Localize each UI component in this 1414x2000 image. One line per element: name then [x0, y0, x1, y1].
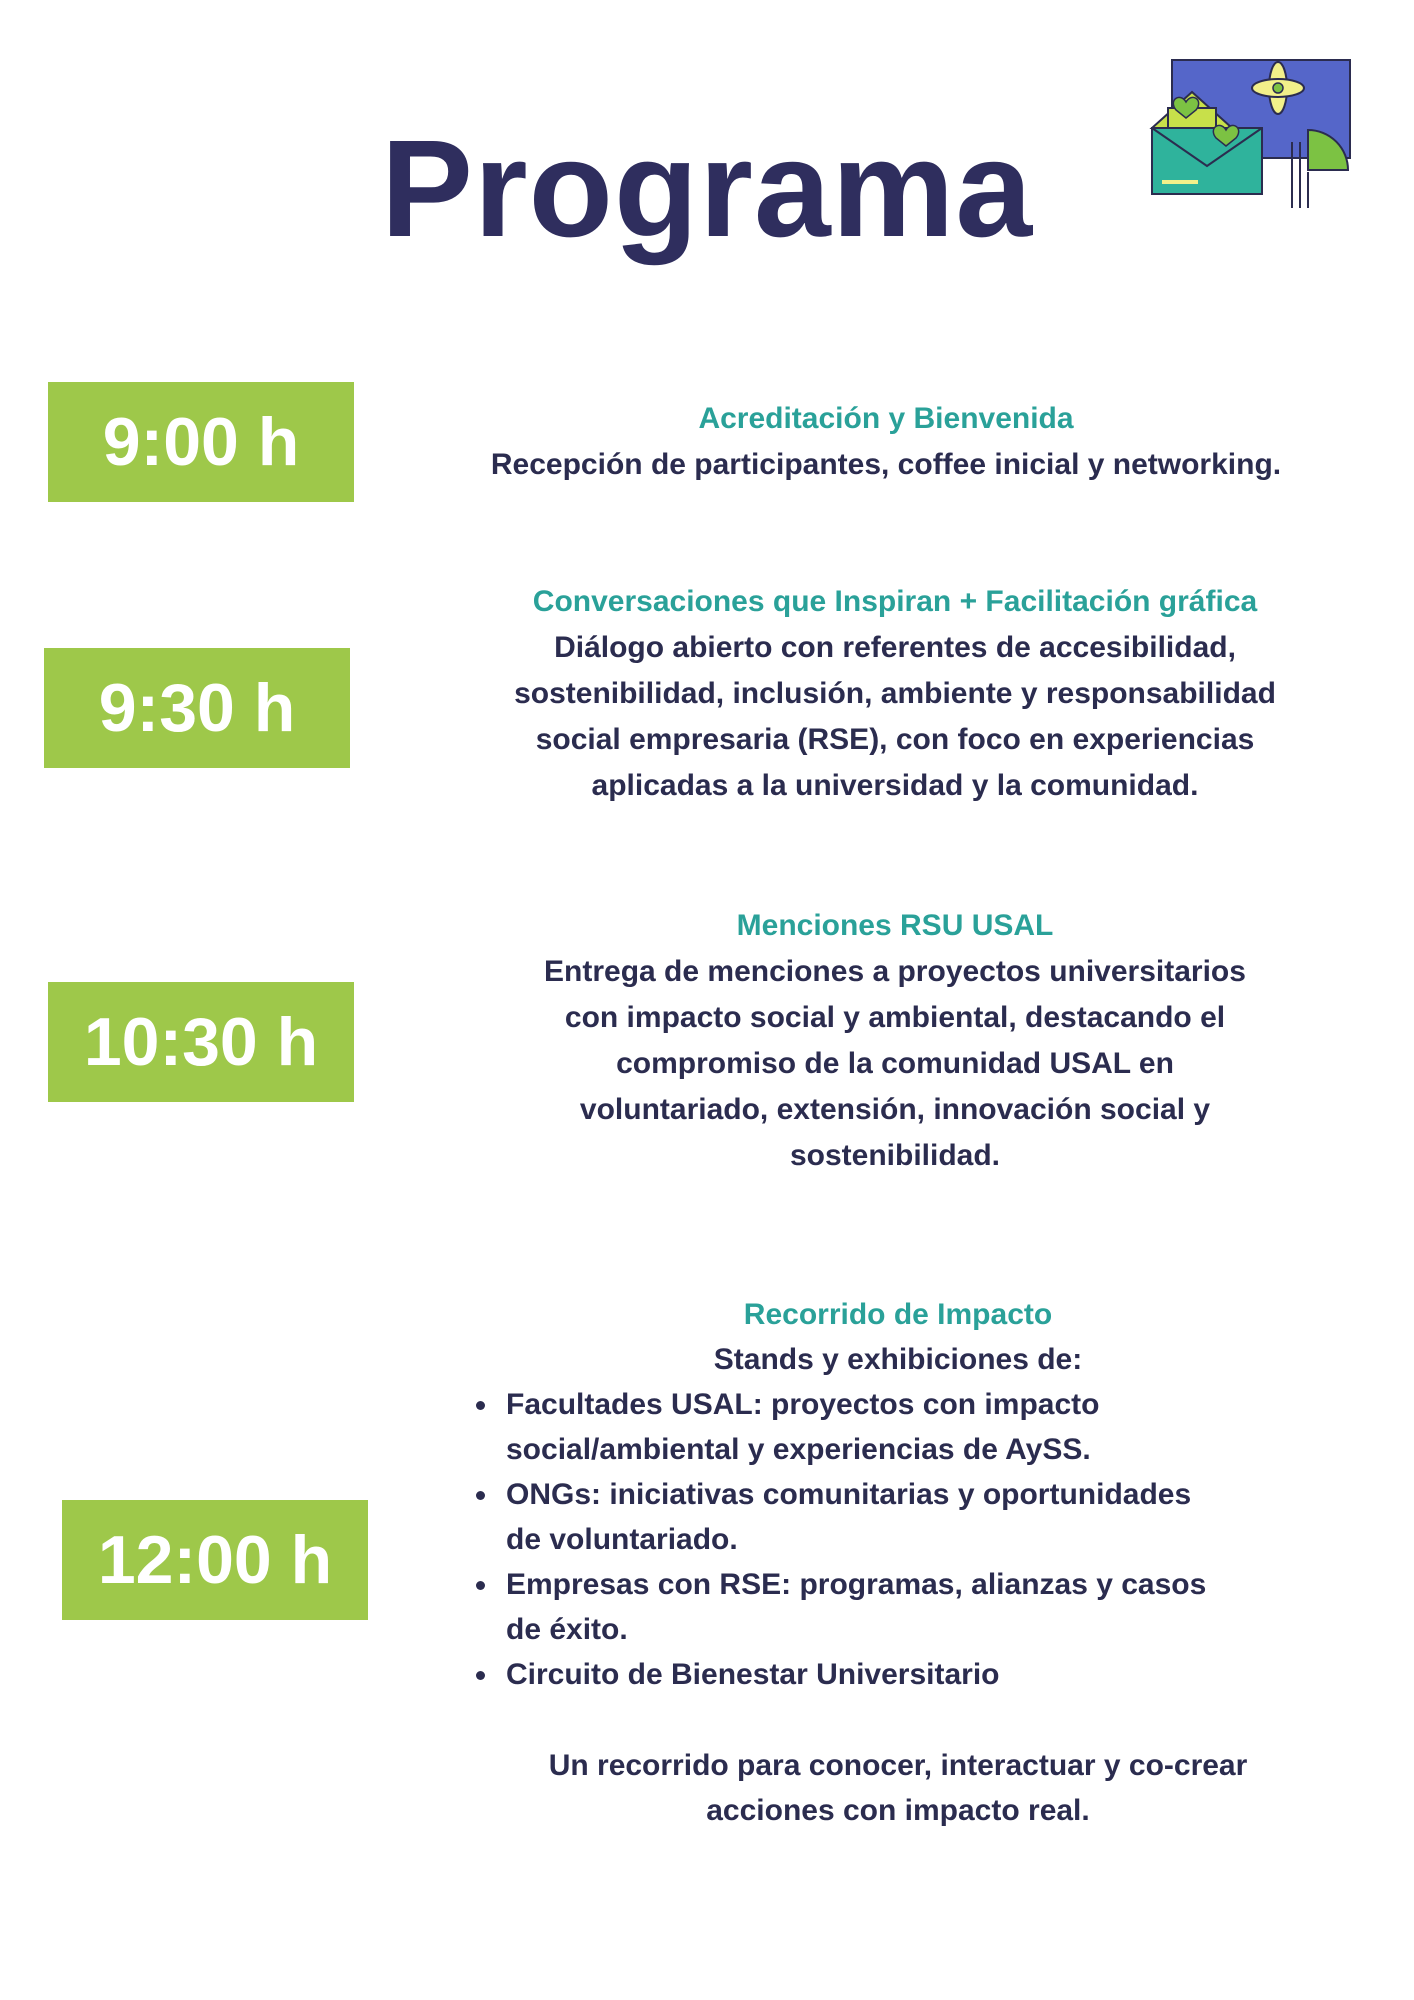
closing-text-line: acciones con impacto real.: [706, 1794, 1090, 1827]
item-text-line: Entrega de menciones a proyectos universitarios: [544, 955, 1246, 988]
item-intro: Stands y exhibiciones de:: [713, 1343, 1083, 1376]
envelope-hearts-illustration: [1140, 42, 1360, 212]
time-badge: 9:00 h: [48, 382, 354, 502]
schedule-item-2: [400, 579, 1390, 809]
list-item: Facultades USAL: proyectos con impacto social/ambiental y experiencias de AySS.: [468, 1382, 1328, 1472]
item-text-line: sostenibilidad.: [789, 1139, 1001, 1172]
closing-text-line: Un recorrido para conocer, interactuar y co-crear: [548, 1749, 1248, 1782]
time-badge: 12:00 h: [62, 1500, 368, 1620]
list-item: Empresas con RSE: programas, alianzas y casos de éxito.: [468, 1562, 1328, 1652]
schedule-item-1: [388, 396, 1384, 488]
item-text-line: social empresaria (RSE), con foco en experiencias: [535, 723, 1255, 756]
schedule-item-4: [468, 1292, 1328, 1833]
time-badge: 10:30 h: [48, 982, 354, 1102]
item-heading: Recorrido de Impacto: [743, 1298, 1053, 1331]
item-text-line: voluntariado, extensión, innovación social y: [579, 1093, 1211, 1126]
list-item: ONGs: iniciativas comunitarias y oportunidades de voluntariado.: [468, 1472, 1328, 1562]
item-text-line: Diálogo abierto con referentes de accesibilidad,: [554, 631, 1236, 664]
item-text-line: con impacto social y ambiental, destacando el: [564, 1001, 1226, 1034]
item-text-line: compromiso de la comunidad USAL en: [616, 1047, 1174, 1080]
time-badge: 9:30 h: [44, 648, 350, 768]
exhibitors-list: [468, 1382, 1328, 1697]
item-heading: Conversaciones que Inspiran + Facilitación gráfica: [532, 585, 1258, 618]
page-title: Programa: [380, 112, 1034, 266]
item-heading: Acreditación y Bienvenida: [698, 402, 1074, 435]
item-text-line: aplicadas a la universidad y la comunidad.: [591, 769, 1199, 802]
item-text-line: sostenibilidad, inclusión, ambiente y responsabilidad: [514, 677, 1276, 710]
list-item: Circuito de Bienestar Universitario: [468, 1652, 1328, 1697]
item-heading: Menciones RSU USAL: [736, 909, 1054, 942]
schedule-item-3: [400, 903, 1390, 1179]
item-text-line: Recepción de participantes, coffee inicial y networking.: [490, 448, 1282, 481]
